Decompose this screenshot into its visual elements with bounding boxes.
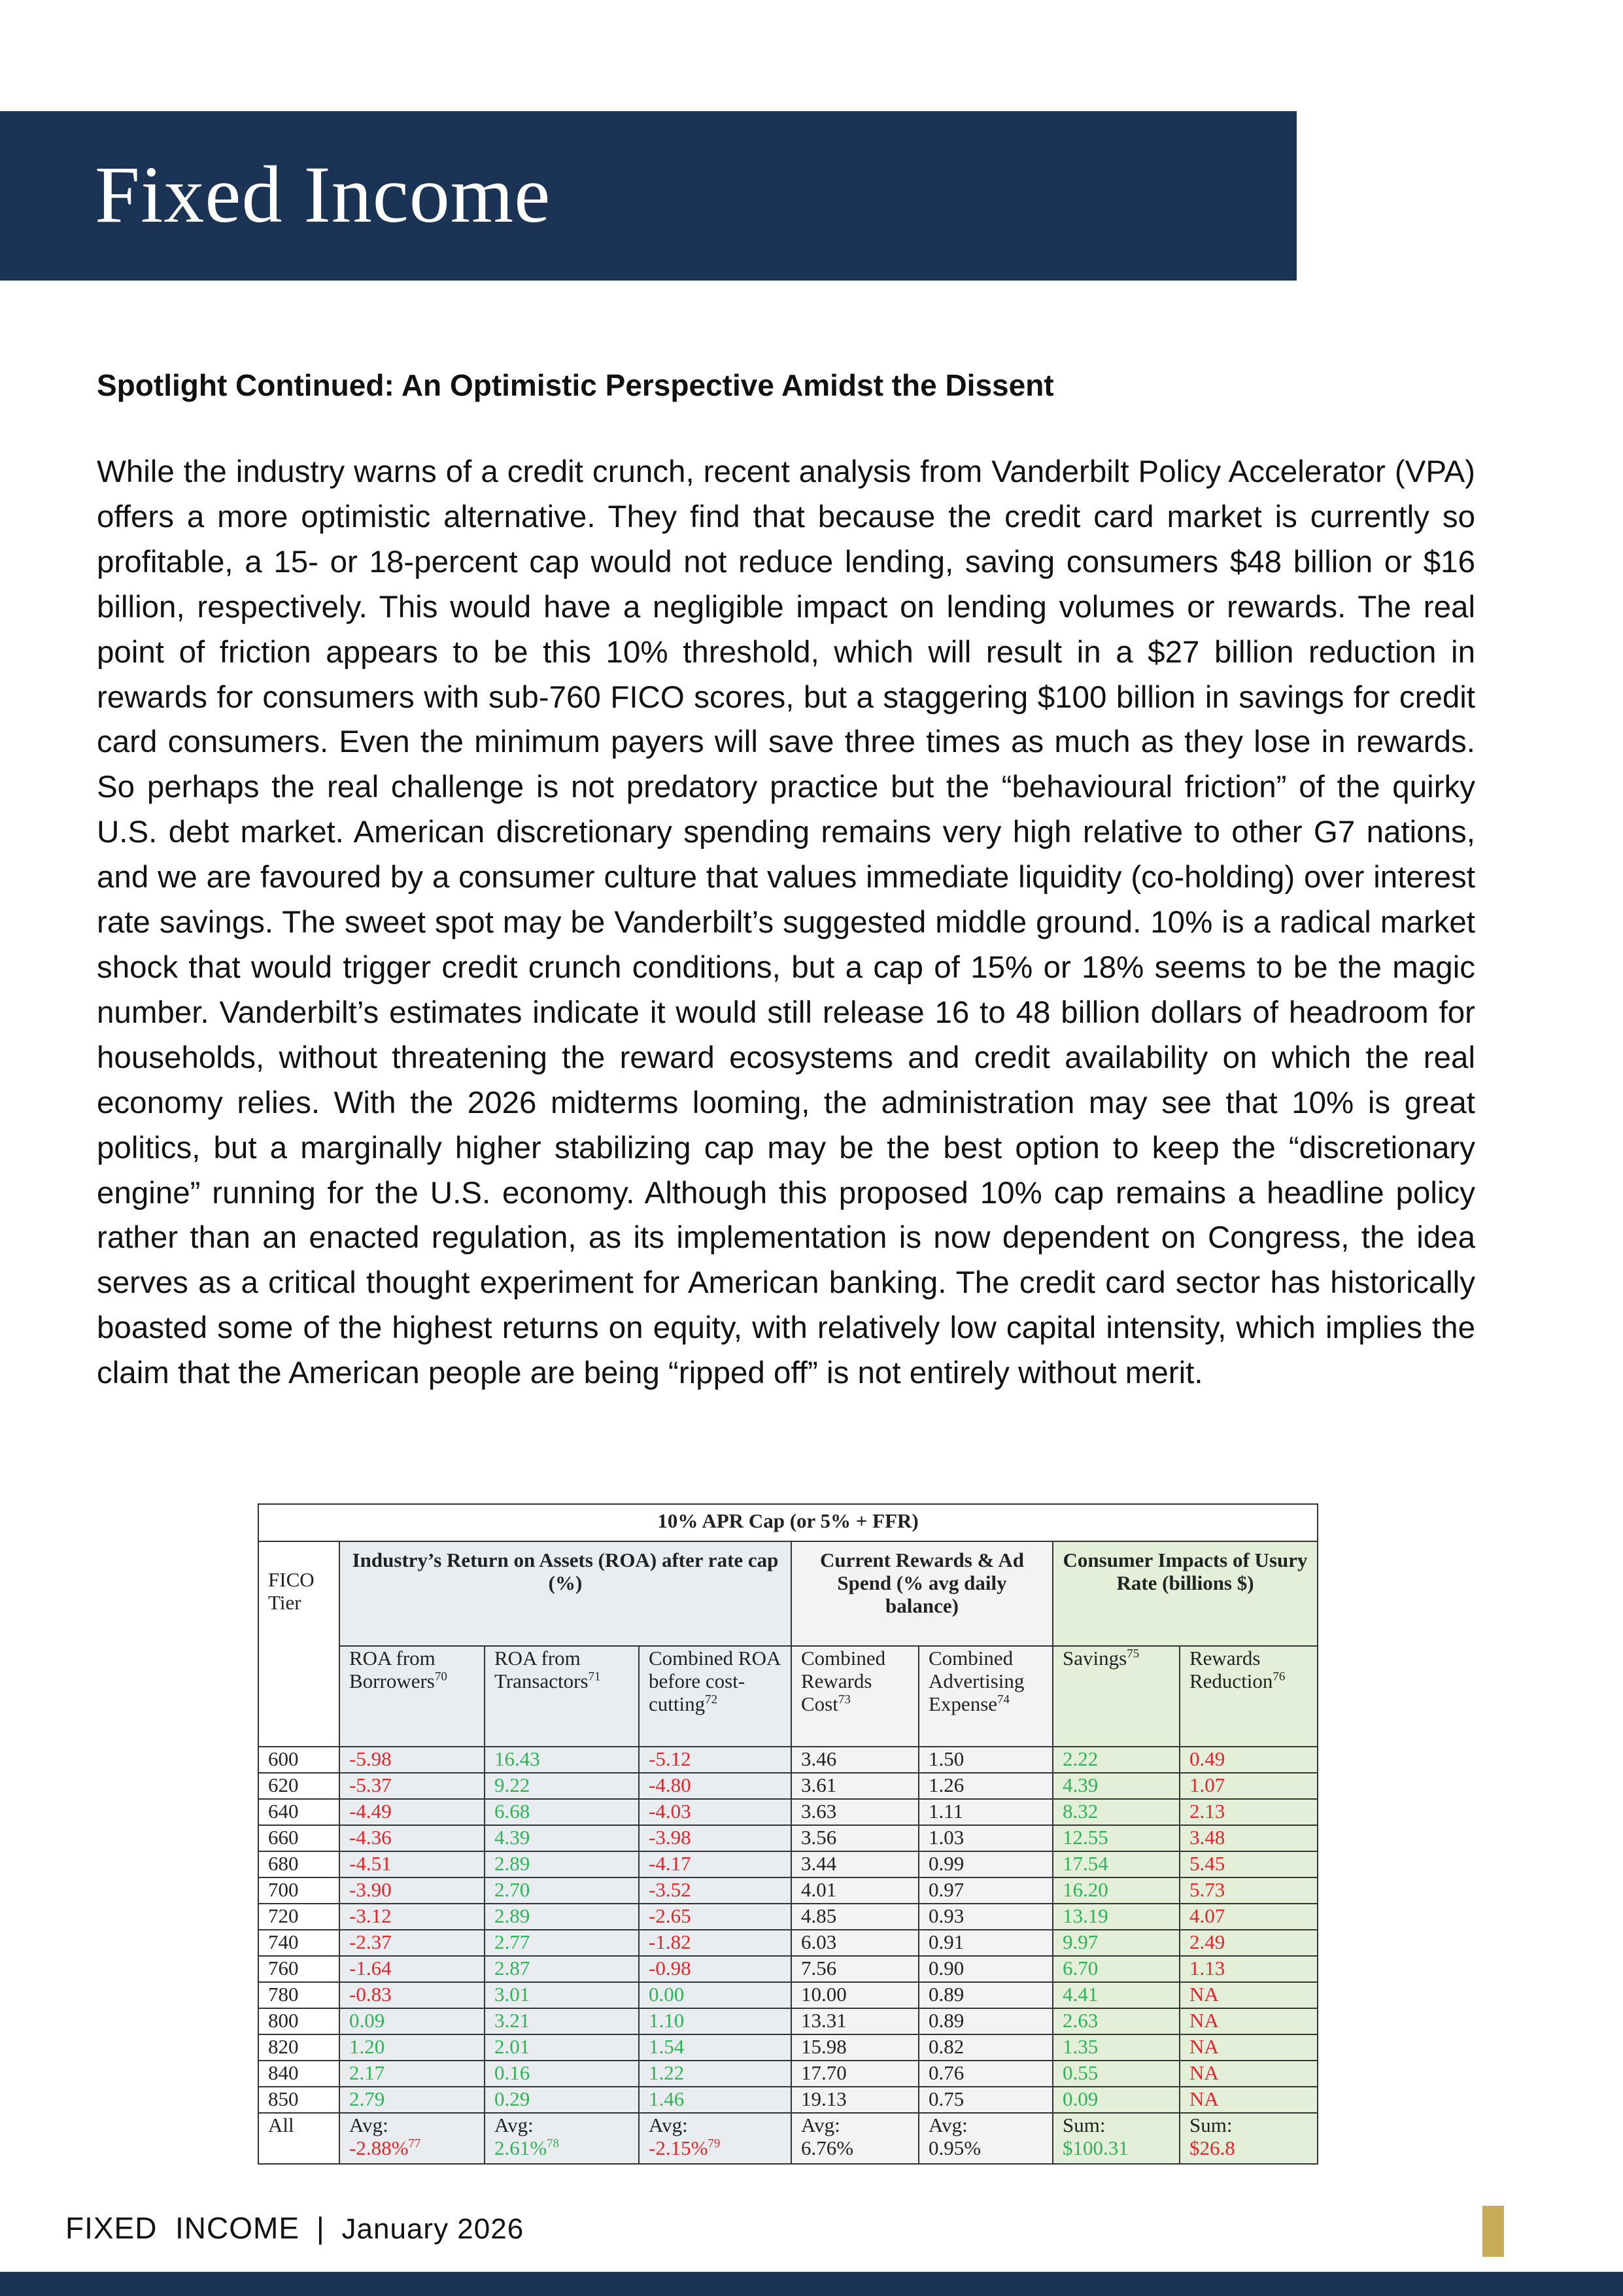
cell-rew: 4.01: [791, 1877, 919, 1904]
cell-roa_t: 6.68: [485, 1799, 639, 1825]
cell-adv: 0.97: [919, 1877, 1053, 1904]
cell-red: NA: [1180, 2034, 1318, 2061]
col-header-savings: Savings$^{75}$: [1053, 1646, 1180, 1747]
cell-roa_t: 2.70: [485, 1877, 639, 1904]
cell-roa_b: -5.37: [339, 1773, 485, 1799]
cell-tier: 700: [258, 1877, 339, 1904]
cell-red: NA: [1180, 2087, 1318, 2113]
footer-date: January 2026: [341, 2213, 524, 2245]
table-row: [258, 2034, 1318, 2061]
cell-roa_b: -3.90: [339, 1877, 485, 1904]
cell-red: 0.49: [1180, 1747, 1318, 1773]
cell-roa_b: 1.20: [339, 2034, 485, 2061]
cell-sav: 9.97: [1053, 1930, 1180, 1956]
cell-red: NA: [1180, 2061, 1318, 2087]
summary-combined-roa: Avg: -2.15%$^{79}$: [639, 2113, 791, 2164]
cell-roa_t: 2.89: [485, 1904, 639, 1930]
cell-roa_t: 3.01: [485, 1982, 639, 2008]
table-row: [258, 2008, 1318, 2034]
cell-adv: 0.93: [919, 1904, 1053, 1930]
cell-rew: 17.70: [791, 2061, 919, 2087]
cell-roa_b: -3.12: [339, 1904, 485, 1930]
table-row: [258, 2061, 1318, 2087]
cell-tier: 850: [258, 2087, 339, 2113]
cell-sav: 8.32: [1053, 1799, 1180, 1825]
cell-comb: -3.52: [639, 1877, 791, 1904]
cell-roa_b: -1.64: [339, 1956, 485, 1982]
table-row: [258, 2087, 1318, 2113]
table-title: 10% APR Cap (or 5% + FFR): [258, 1504, 1318, 1541]
col-header-combined-roa: Combined ROA before cost-cutting$^{72}$: [639, 1646, 791, 1747]
cell-sav: 4.41: [1053, 1982, 1180, 2008]
cell-rew: 6.03: [791, 1930, 919, 1956]
cell-roa_b: -4.36: [339, 1825, 485, 1851]
cell-sav: 17.54: [1053, 1851, 1180, 1877]
cell-adv: 1.03: [919, 1825, 1053, 1851]
cell-adv: 0.99: [919, 1851, 1053, 1877]
article-heading: Spotlight Continued: An Optimistic Perspective Amidst the Dissent: [97, 368, 1054, 402]
cell-comb: -4.03: [639, 1799, 791, 1825]
cell-comb: -0.98: [639, 1956, 791, 1982]
apr-cap-table: [258, 1503, 1317, 2174]
cell-red: 1.07: [1180, 1773, 1318, 1799]
table-row: [258, 1956, 1318, 1982]
cell-roa_t: 0.16: [485, 2061, 639, 2087]
cell-roa_t: 2.01: [485, 2034, 639, 2061]
cell-red: NA: [1180, 2008, 1318, 2034]
cell-comb: 1.22: [639, 2061, 791, 2087]
cell-rew: 7.56: [791, 1956, 919, 1982]
cell-tier: 820: [258, 2034, 339, 2061]
cell-tier: 800: [258, 2008, 339, 2034]
cell-rew: 3.61: [791, 1773, 919, 1799]
table-row: [258, 1930, 1318, 1956]
footer-bar: [0, 2272, 1623, 2296]
cell-sav: 2.63: [1053, 2008, 1180, 2034]
footer-section: FIXED INCOME: [65, 2211, 300, 2245]
table-row: [258, 1904, 1318, 1930]
rewards-group-header: Current Rewards & Ad Spend (% avg daily balance): [791, 1541, 1053, 1646]
cell-red: 3.48: [1180, 1825, 1318, 1851]
cell-rew: 4.85: [791, 1904, 919, 1930]
cell-rew: 3.46: [791, 1747, 919, 1773]
cell-sav: 6.70: [1053, 1956, 1180, 1982]
fico-tier-header: FICO Tier: [258, 1541, 339, 1747]
footer-separator: |: [316, 2211, 325, 2245]
summary-rewards-cost: Avg: 6.76%: [791, 2113, 919, 2164]
cell-roa_b: -0.83: [339, 1982, 485, 2008]
cell-red: 1.13: [1180, 1956, 1318, 1982]
cell-roa_b: -4.49: [339, 1799, 485, 1825]
footer: [65, 2210, 524, 2246]
cell-red: 4.07: [1180, 1904, 1318, 1930]
cell-tier: 740: [258, 1930, 339, 1956]
cell-adv: 0.75: [919, 2087, 1053, 2113]
cell-comb: 1.54: [639, 2034, 791, 2061]
cell-tier: 640: [258, 1799, 339, 1825]
cell-comb: -1.82: [639, 1930, 791, 1956]
summary-savings: Sum: $100.31: [1053, 2113, 1180, 2164]
table-row: [258, 1825, 1318, 1851]
cell-rew: 13.31: [791, 2008, 919, 2034]
footer-accent-block: [1482, 2206, 1504, 2257]
cell-sav: 12.55: [1053, 1825, 1180, 1851]
cell-sav: 0.55: [1053, 2061, 1180, 2087]
cell-comb: 0.00: [639, 1982, 791, 2008]
cell-comb: 1.10: [639, 2008, 791, 2034]
summary-roa-transactors: Avg: 2.61%$^{78}$: [485, 2113, 639, 2164]
table-row: [258, 1982, 1318, 2008]
cell-roa_t: 3.21: [485, 2008, 639, 2034]
cell-comb: 1.46: [639, 2087, 791, 2113]
cell-rew: 10.00: [791, 1982, 919, 2008]
cell-comb: -3.98: [639, 1825, 791, 1851]
col-header-rewards-reduction: Rewards Reduction$^{76}$: [1180, 1646, 1318, 1747]
cell-roa_b: -4.51: [339, 1851, 485, 1877]
cell-comb: -4.17: [639, 1851, 791, 1877]
cell-adv: 0.91: [919, 1930, 1053, 1956]
cell-red: 2.13: [1180, 1799, 1318, 1825]
cell-comb: -2.65: [639, 1904, 791, 1930]
cell-tier: 660: [258, 1825, 339, 1851]
cell-red: 5.73: [1180, 1877, 1318, 1904]
table-row: [258, 1877, 1318, 1904]
cell-adv: 0.89: [919, 1982, 1053, 2008]
table-row: [258, 1773, 1318, 1799]
cell-adv: 1.50: [919, 1747, 1053, 1773]
cell-sav: 16.20: [1053, 1877, 1180, 1904]
roa-group-header: Industry’s Return on Assets (ROA) after rate cap (%): [339, 1541, 791, 1646]
cell-tier: 760: [258, 1956, 339, 1982]
cell-comb: -5.12: [639, 1747, 791, 1773]
cell-roa_t: 2.87: [485, 1956, 639, 1982]
cell-tier: 620: [258, 1773, 339, 1799]
col-header-advertising-expense: Combined Advertising Expense$^{74}$: [919, 1646, 1053, 1747]
col-header-roa-borrowers: ROA from Borrowers$^{70}$: [339, 1646, 485, 1747]
cell-tier: 780: [258, 1982, 339, 2008]
cell-roa_b: 0.09: [339, 2008, 485, 2034]
table-row: [258, 1799, 1318, 1825]
cell-tier: 600: [258, 1747, 339, 1773]
cell-sav: 2.22: [1053, 1747, 1180, 1773]
cell-red: NA: [1180, 1982, 1318, 2008]
cell-roa_t: 9.22: [485, 1773, 639, 1799]
cell-roa_b: -5.98: [339, 1747, 485, 1773]
cell-roa_t: 2.77: [485, 1930, 639, 1956]
page-title: Fixed Income: [95, 150, 551, 239]
table-row: [258, 1851, 1318, 1877]
cell-roa_t: 2.89: [485, 1851, 639, 1877]
cell-roa_t: 16.43: [485, 1747, 639, 1773]
cell-tier: 840: [258, 2061, 339, 2087]
col-header-rewards-cost: Combined Rewards Cost$^{73}$: [791, 1646, 919, 1747]
cell-rew: 15.98: [791, 2034, 919, 2061]
summary-advertising-expense: Avg: 0.95%: [919, 2113, 1053, 2164]
article-body: While the industry warns of a credit crunch, recent analysis from Vanderbilt Policy Accelerator (VPA) offers a more optimistic alternative. They find that because the credit card market is currently so profitable, a 15- or 18-percent cap would not reduce lending, saving consumers $48 billion or $16 billion, respectively. This would have a negligible impact on lending volumes or rewards. The real point of friction appears to be this 10% threshold, which will result in a $27 billion reduction in rewards for consumers with sub-760 FICO scores, but a staggering $100 billion in savings for credit card consumers. Even the minimum payers will save three times as much as they lose in rewards. So perhaps the real challenge is not predatory practice but the “behavioural friction” of the quirky U.S. debt market. American discretionary spending remains very high relative to other G7 nations, and we are favoured by a consumer culture that values immediate liquidity (co-holding) over interest rate savings. The sweet spot may be Vanderbilt’s suggested middle ground. 10% is a radical market shock that would trigger credit crunch conditions, but a cap of 15% or 18% seems to be the magic number. Vanderbilt’s estimates indicate it would still release 16 to 48 billion dollars of headroom for households, without threatening the reward ecosystems and credit availability on which the real economy relies. With the 2026 midterms looming, the administration may see that 10% is great politics, but a marginally higher stabilizing cap may be the best option to keep the “discretionary engine” running for the U.S. economy. Although this proposed 10% cap remains a headline policy rather than an enacted regulation, as its implementation is now dependent on Congress, the idea serves as a critical thought experiment for American banking. The credit card sector has historically boasted some of the highest returns on equity, with relatively low capital intensity, which implies the claim that the American people are being “ripped off” is not entirely without merit.: [97, 454, 1475, 1391]
cell-adv: 1.11: [919, 1799, 1053, 1825]
summary-rewards-reduction: Sum: $26.8: [1180, 2113, 1318, 2164]
summary-tier: All: [258, 2113, 339, 2164]
cell-sav: 4.39: [1053, 1773, 1180, 1799]
cell-roa_t: 4.39: [485, 1825, 639, 1851]
cell-roa_b: 2.79: [339, 2087, 485, 2113]
cell-adv: 0.82: [919, 2034, 1053, 2061]
col-header-roa-transactors: ROA from Transactors$^{71}$: [485, 1646, 639, 1747]
cell-red: 5.45: [1180, 1851, 1318, 1877]
cell-tier: 720: [258, 1904, 339, 1930]
cell-adv: 1.26: [919, 1773, 1053, 1799]
cell-rew: 3.63: [791, 1799, 919, 1825]
cell-adv: 0.76: [919, 2061, 1053, 2087]
cell-tier: 680: [258, 1851, 339, 1877]
cell-roa_b: 2.17: [339, 2061, 485, 2087]
cell-roa_b: -2.37: [339, 1930, 485, 1956]
cell-red: 2.49: [1180, 1930, 1318, 1956]
cell-comb: -4.80: [639, 1773, 791, 1799]
table-row: [258, 1747, 1318, 1773]
cell-sav: 13.19: [1053, 1904, 1180, 1930]
cell-roa_t: 0.29: [485, 2087, 639, 2113]
cell-adv: 0.90: [919, 1956, 1053, 1982]
cell-rew: 3.44: [791, 1851, 919, 1877]
cell-rew: 19.13: [791, 2087, 919, 2113]
cell-adv: 0.89: [919, 2008, 1053, 2034]
consumer-group-header: Consumer Impacts of Usury Rate (billions $): [1053, 1541, 1318, 1646]
summary-roa-borrowers: Avg: -2.88%$^{77}$: [339, 2113, 485, 2164]
cell-sav: 1.35: [1053, 2034, 1180, 2061]
cell-rew: 3.56: [791, 1825, 919, 1851]
cell-sav: 0.09: [1053, 2087, 1180, 2113]
